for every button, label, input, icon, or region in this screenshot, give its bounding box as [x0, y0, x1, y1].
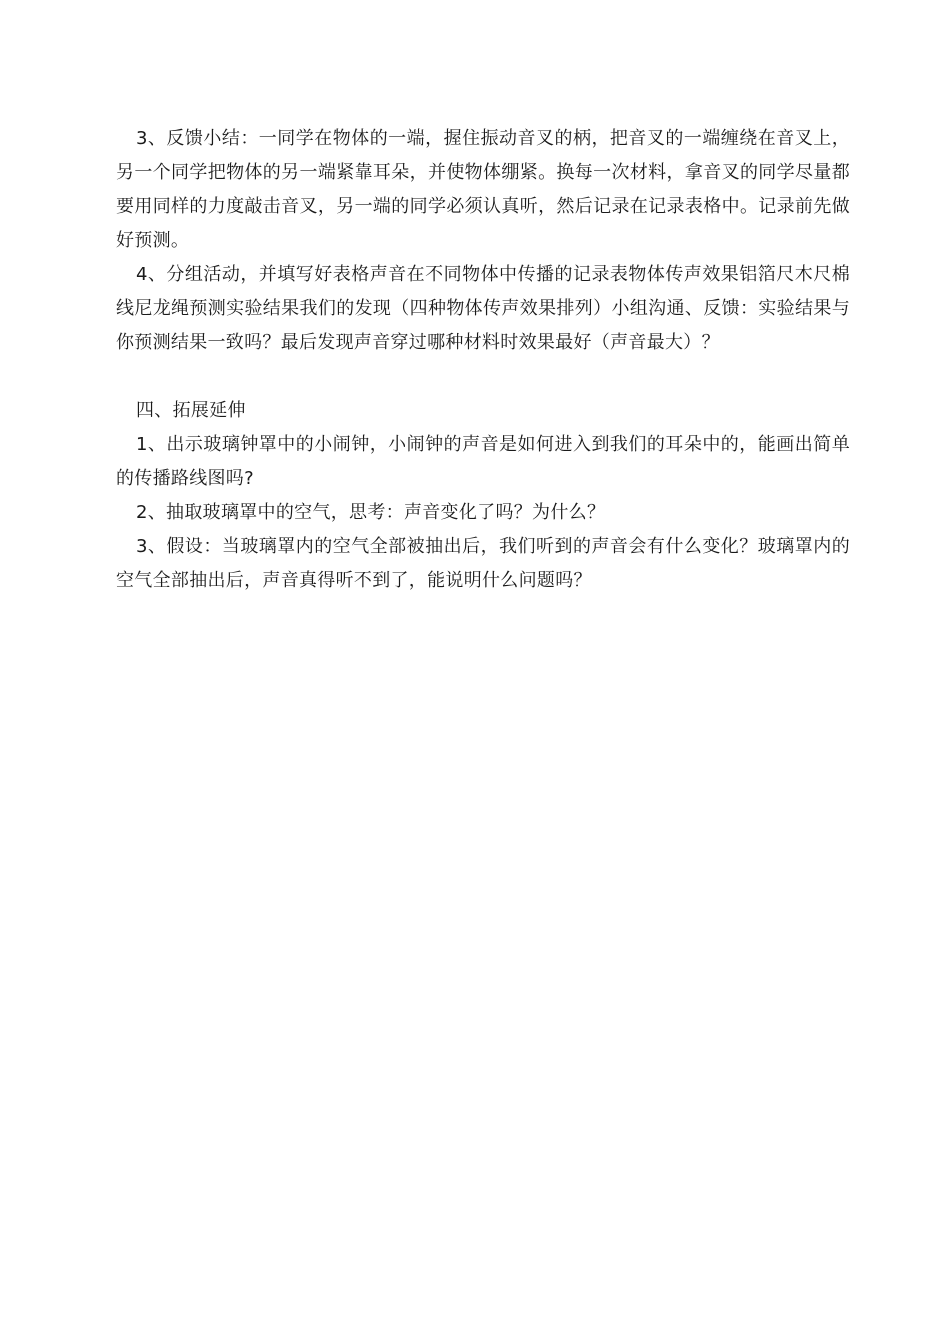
- paragraph-extension-2: 2、抽取玻璃罩中的空气，思考：声音变化了吗？为什么？: [136, 502, 606, 523]
- document-body: [116, 122, 850, 598]
- paragraph-feedback-summary: 3、反馈小结：一同学在物体的一端，握住振动音叉的柄，把音叉的一端缠绕在音叉上，另一个同学把物体的另一端紧靠耳朵，并使物体绷紧。换每一次材料，拿音叉的同学尽量都要用同样的力度敲击音叉，另一端的同学必须认真听，然后记录在记录表格中。记录前先做好预测。: [116, 128, 850, 251]
- section-spacer: [116, 360, 850, 394]
- paragraph-extension-3: 3、假设：当玻璃罩内的空气全部被抽出后，我们听到的声音会有什么变化？玻璃罩内的空气全部抽出后，声音真得听不到了，能说明什么问题吗？: [116, 536, 850, 591]
- paragraph-group-activity: 4、分组活动，并填写好表格声音在不同物体中传播的记录表物体传声效果铝箔尺木尺棉线尼龙绳预测实验结果我们的发现（四种物体传声效果排列）小组沟通、反馈：实验结果与你预测结果一致吗？最后发现声音穿过哪种材料时效果最好（声音最大）？: [116, 264, 850, 353]
- paragraph-extension-1: 1、出示玻璃钟罩中的小闹钟，小闹钟的声音是如何进入到我们的耳朵中的，能画出简单的传播路线图吗?: [116, 434, 850, 489]
- section-heading: 四、拓展延伸: [136, 400, 246, 421]
